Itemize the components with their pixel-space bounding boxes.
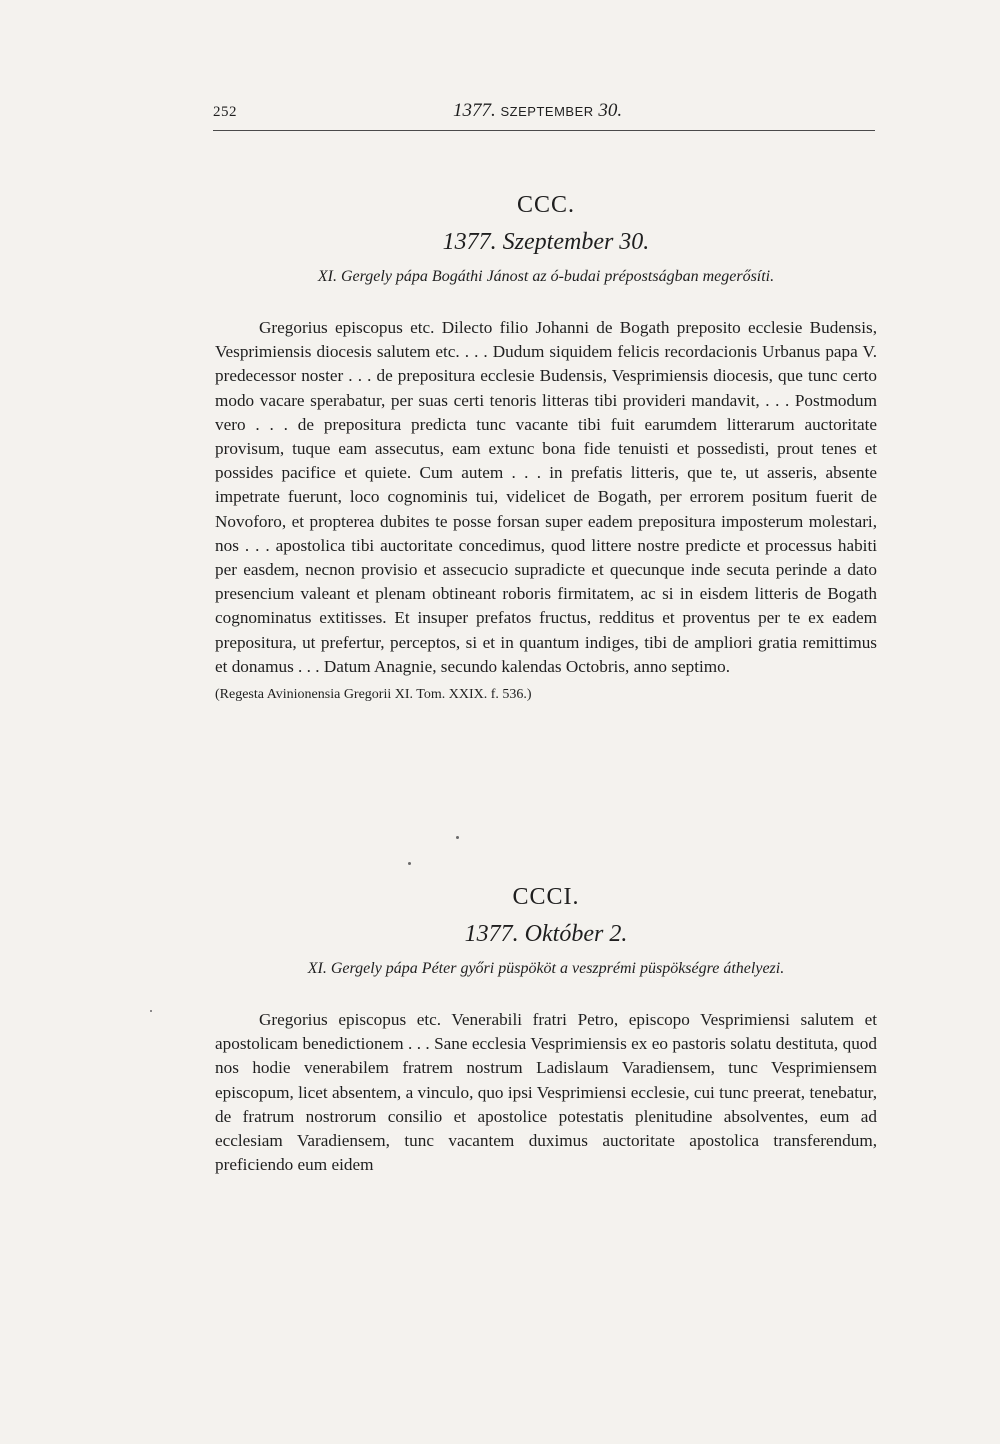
paper-speck (150, 1010, 152, 1012)
document-number: CCC. (516, 192, 576, 218)
document-source: (Regesta Avinionensia Gregorii XI. Tom. XXIX. f. 536.) (215, 687, 532, 703)
paper-speck (456, 836, 459, 839)
page-number: 252 (213, 104, 237, 120)
document-summary: XI. Gergely pápa Péter győri püspököt a veszprémi püspökségre áthelyezi. (307, 960, 785, 977)
document-date: 1377. Szeptember 30. (442, 229, 650, 255)
running-title (453, 100, 622, 122)
document-body: Gregorius episcopus etc. Venerabili fratri Petro, episcopo Vesprimiensi salutem et apostolicam benedictionem . . . Sane ecclesia Vesprimiensis ex eo pastoris solatu destituta, quod nos hodie venerabilem fratrem nostrum Ladislaum Varadiensem, tunc Vesprimiensem episcopum, licet absentem, a vinculo, quo ipsi Vesprimiensi ecclesie, cui tunc preerat, tenebatur, de fratrum nostrorum consilio et apostolice potestatis plenitudine absolventes, eum ad ecclesiam Varadiensem, tunc vacantem duximus auctoritate apostolica transferendum, preficiendo eum eidem (215, 1010, 877, 1175)
paper-speck (408, 862, 411, 865)
document-ccc (215, 192, 877, 703)
document-summary: XI. Gergely pápa Bogáthi Jánost az ó-budai prépostságban megerősíti. (317, 268, 775, 285)
running-title-year: 1377. (453, 100, 496, 121)
document-ccci (215, 884, 877, 1177)
document-date: 1377. Október 2. (464, 921, 628, 947)
running-head (213, 100, 875, 131)
running-title-day: 30. (598, 100, 623, 121)
document-number: CCCI. (512, 884, 580, 910)
document-body: Gregorius episcopus etc. Dilecto filio Johanni de Bogath preposito ecclesie Budensis, Vesprimiensis diocesis salutem etc. . . . Dudum siquidem felicis recordacionis Urbanus papa V. predecessor noster . . . de prepositura ecclesie Budensis, Vesprimiensis diocesis, que tunc certo modo vacare sperabatur, per suas certi tenoris litteras tibi provideri mandavit, . . . Postmodum vero . . . de prepositura predicta tunc vacante tibi fuit earumdem litterarum auctoritate provisum, tuque eam assecutus, eam extunc bona fide tenuisti et possedisti, prout tenes et possides pacifice et quiete. Cum autem . . . in prefatis litteris, que te, ut asseris, absente impetrate fuerunt, loco cognominis tui, videlicet de Bogath, per errorem positum fuerit de Novoforo, et propterea dubites te posse forsan super eadem prepositura imposterum molestari, nos . . . apostolica tibi auctoritate concedimus, quod littere nostre predicte et processus habiti per easdem, necnon provisio et assecucio supradicte et quecunque inde secuta perinde a dato presencium valeant et plenam obtineant roboris firmitatem, ac si in eisdem litteris de Bogath cognominatus extitisses. Et insuper prefatos fructus, redditus et proventus per te ex eadem prepositura, ut prefertur, perceptos, si et in quantum indiges, tibi de ampliori gratia remittimus et donamus . . . Datum Anagnie, secundo kalendas Octobris, anno septimo. (215, 318, 877, 676)
running-title-month: SZEPTEMBER (500, 104, 594, 119)
